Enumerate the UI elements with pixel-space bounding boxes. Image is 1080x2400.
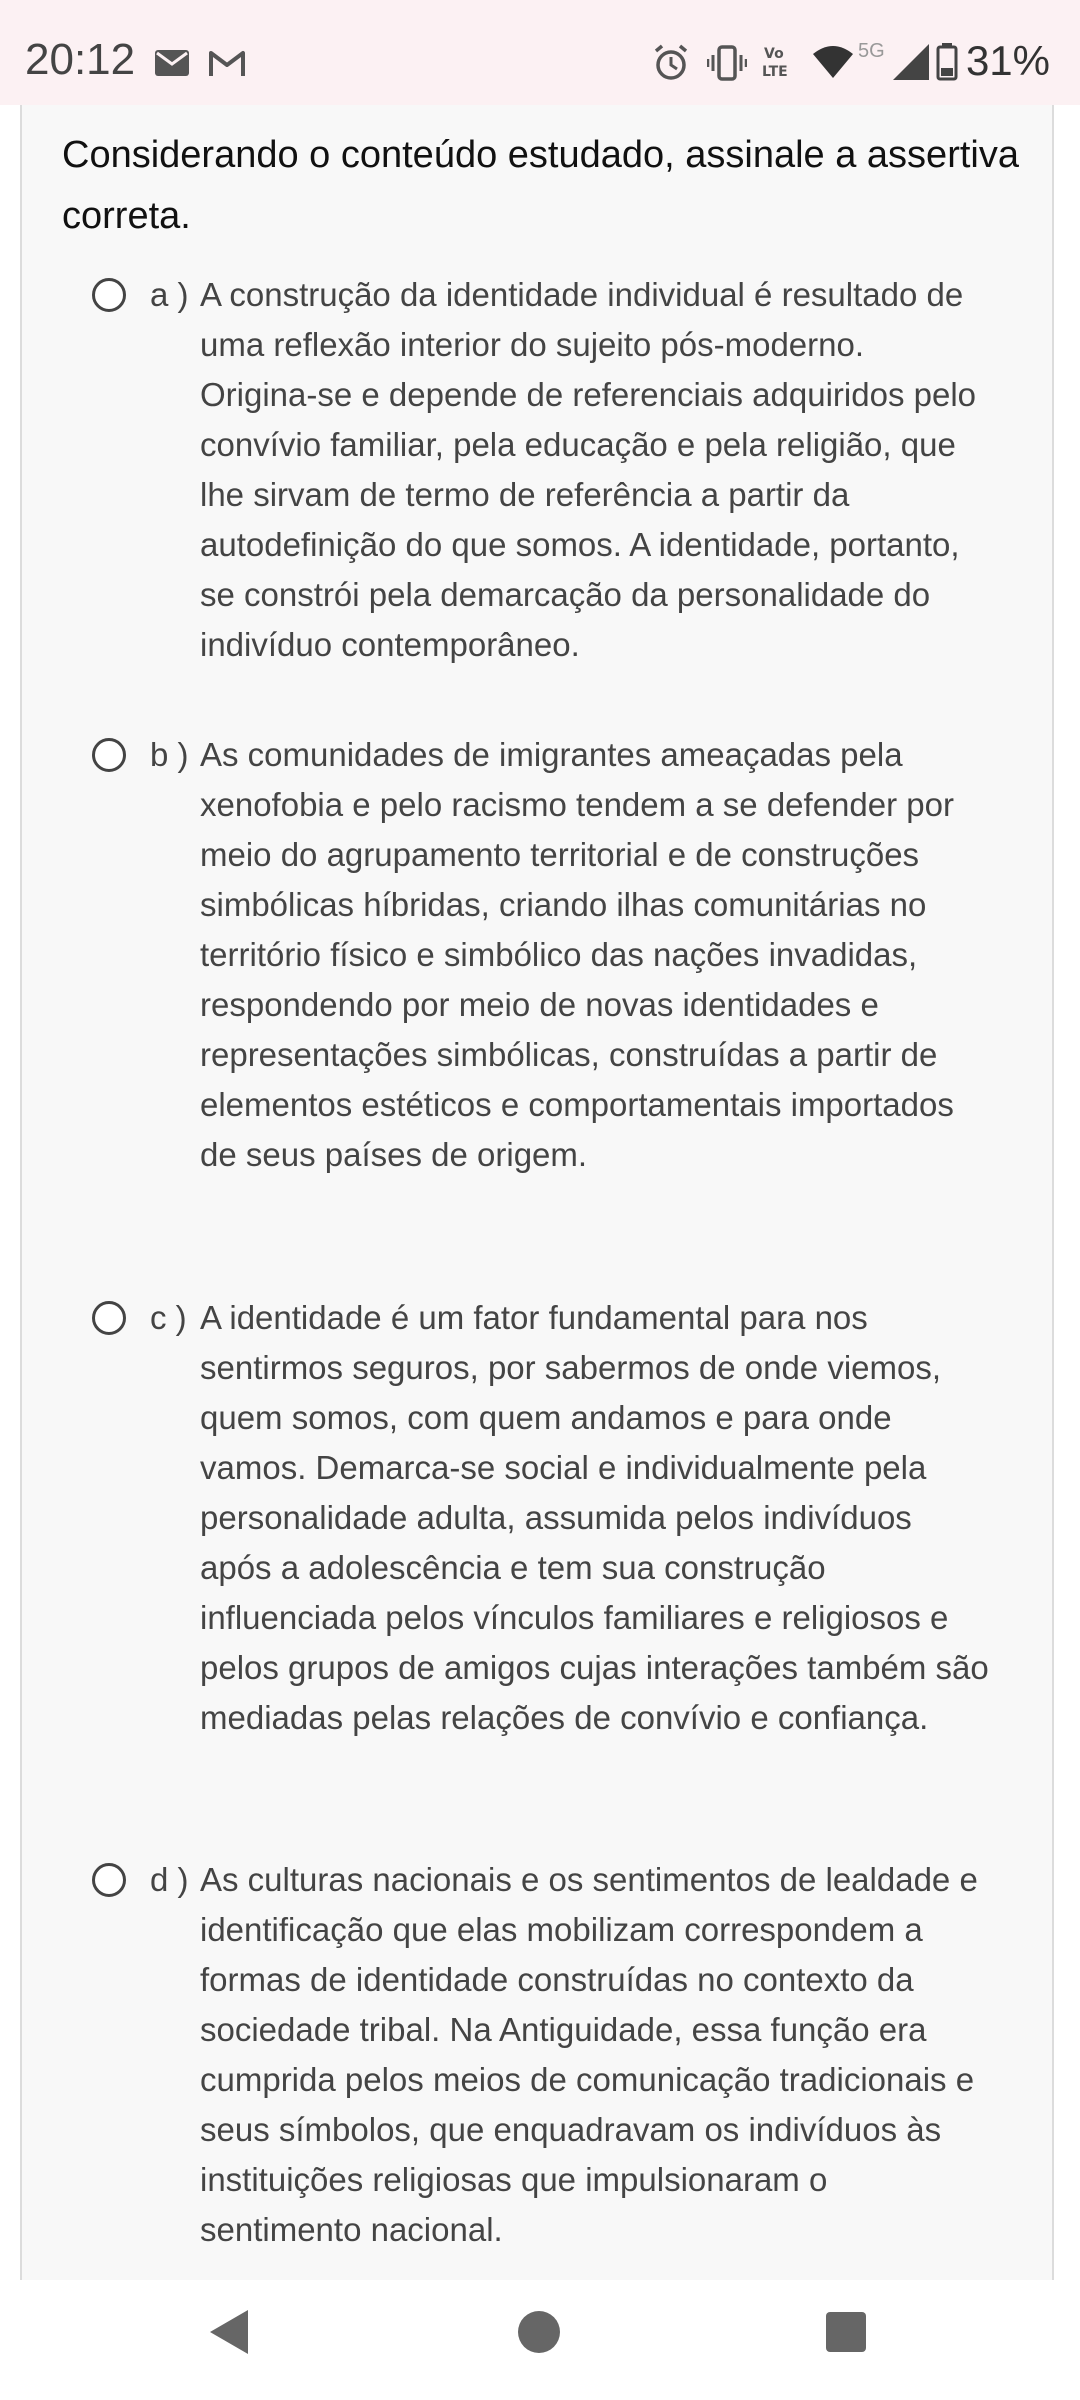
alarm-icon	[652, 44, 690, 82]
recent-apps-button-icon[interactable]	[826, 2312, 866, 2352]
question-prompt: Considerando o conteúdo estudado, assinale a assertiva correta.	[62, 134, 1019, 237]
svg-text:Vo: Vo	[764, 46, 784, 62]
status-time: 20:12	[25, 35, 136, 84]
option-c-radio[interactable]	[92, 1301, 126, 1335]
option-c-text: A identidade é um fator fundamental para nos sentirmos seguros, por sabermos de onde viemos, quem somos, com quem andamos e para onde vamos. Demarca-se social e individualmente pela personalidade adulta, assumida pelos indivíduos após a adolescência e tem sua construção influenciada pelos vínculos familiares e religiosos e pelos grupos de amigos cujas interações também são mediadas pelas relações de convívio e confiança.	[200, 1299, 989, 1736]
battery-icon	[936, 43, 958, 81]
option-b-letter: b )	[150, 736, 189, 773]
battery-percent: 31%	[965, 37, 1050, 84]
option-a-radio[interactable]	[92, 278, 126, 312]
option-a-text: A construção da identidade individual é resultado de uma reflexão interior do sujeito pós-moderno. Origina-se e depende de referenciais adquiridos pelo convívio familiar, pela educação e pela religião, que lhe sirvam de termo de referência a partir da autodefinição do que somos. A identidade, portanto, se constrói pela demarcação da personalidade do indivíduo contemporâneo.	[200, 276, 976, 663]
back-button-icon[interactable]	[210, 2310, 248, 2354]
option-b[interactable]	[92, 730, 1012, 1190]
home-button-icon[interactable]	[518, 2311, 560, 2353]
option-c[interactable]	[92, 1293, 1012, 1793]
svg-text:LTE: LTE	[762, 64, 788, 80]
question-card	[20, 105, 1054, 2280]
option-d-radio[interactable]	[92, 1863, 126, 1897]
vibrate-icon	[707, 45, 747, 81]
volte-icon	[760, 42, 800, 82]
navigation-bar	[0, 2280, 1080, 2400]
option-a-letter: a )	[150, 276, 189, 313]
option-d[interactable]	[92, 1855, 1012, 2280]
option-d-letter: d )	[150, 1861, 189, 1898]
mail-icon	[155, 50, 189, 76]
option-a[interactable]	[92, 270, 1012, 663]
option-b-text: As comunidades de imigrantes ameaçadas pela xenofobia e pelo racismo tendem a se defender por meio do agrupamento territorial e de construções simbólicas híbridas, criando ilhas comunitárias no território físico e simbólico das nações invadidas, respondendo por meio de novas identidades e representações simbólicas, construídas a partir de elementos estéticos e comportamentais importados de seus países de origem.	[200, 736, 954, 1173]
option-c-letter: c )	[150, 1299, 187, 1336]
option-b-radio[interactable]	[92, 738, 126, 772]
status-bar	[0, 0, 1080, 105]
signal-icon	[893, 44, 929, 80]
wifi-icon	[812, 44, 854, 80]
network-type-label: 5G	[858, 40, 885, 62]
gmail-icon	[208, 48, 246, 78]
option-d-text: As culturas nacionais e os sentimentos de lealdade e identificação que elas mobilizam correspondem a formas de identidade construídas no contexto da sociedade tribal. Na Antiguidade, essa função era cumprida pelos meios de comunicação tradicionais e seus símbolos, que enquadravam os indivíduos às instituições religiosas que impulsionaram o sentimento nacional.	[200, 1861, 978, 2248]
